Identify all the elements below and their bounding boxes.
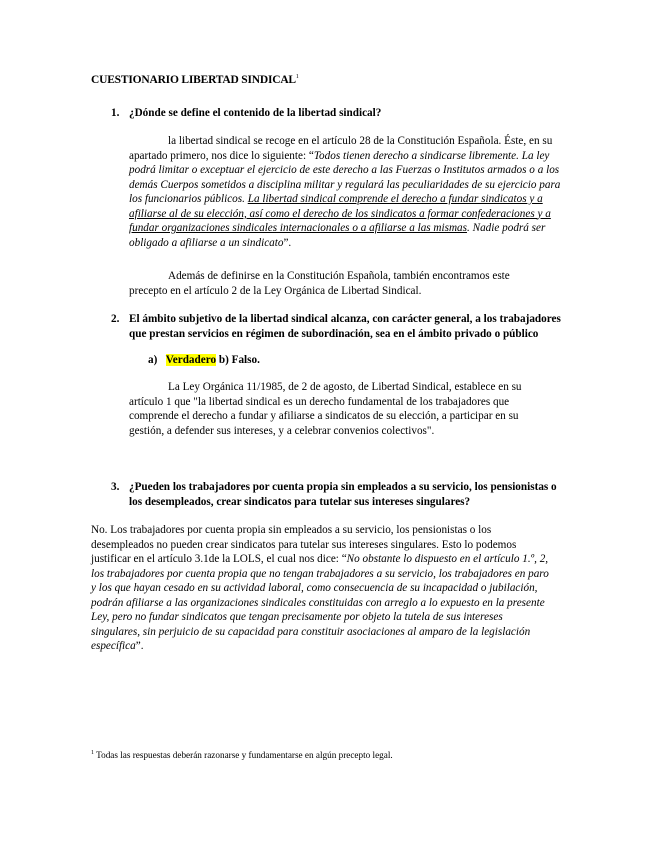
question-1-number: 1. [111, 107, 120, 119]
question-3-text: ¿Pueden los trabajadores por cuenta propia sin empleados a su servicio, los pensionistas o los desempleados, crear sindicatos para tutelar sus intereses singulares? [129, 481, 557, 508]
option-a-highlighted: Verdadero [165, 354, 217, 366]
footnote-mark: 1 [91, 750, 94, 756]
footnote-text: Todas las respuestas deberán razonarse y fundamentarse en algún precepto legal. [94, 750, 393, 761]
answer-3-paragraph: No. Los trabajadores por cuenta propia sin empleados a su servicio, los pensionistas o los desempleados no pueden crear sindicatos para tutelar sus intereses singulares. Esto lo podemos justificar en el artículo 3.1de la LOLS, el cual nos dice: “No obstante lo dispuesto en el artículo 1.º, 2, los trabajadores por cuenta propia que no tengan trabajadores a su servicio, los trabajadores en paro y los que hayan cesado en su actividad laboral, como consecuencia de su incapacidad o jubilación, podrán afiliarse a las organizaciones sindicales constituidas con arreglo a lo expuesto en la presente Ley, pero no fundar sindicatos que tengan precisamente por objeto la tutela de sus intereses singulares, sin perjuicio de su capacidad para constituir asociaciones al amparo de la legislación específica”. [91, 524, 549, 652]
option-b: b) Falso. [216, 354, 260, 366]
question-2-text: El ámbito subjetivo de la libertad sindical alcanza, con carácter general, a los trabajadores que prestan servicios en régimen de subordinación, sea en el ámbito privado o público [129, 313, 561, 340]
answer-1-paragraph: la libertad sindical se recoge en el artículo 28 de la Constitución Española. Éste, en su apartado primero, nos dice lo siguiente: “Todos tienen derecho a sindicarse libremente. La ley podrá limitar o exceptuar el ejercicio de este derecho a las Fuerzas o Institutos armados o a los demás Cuerpos sometidos a disciplina militar y regulará las peculiaridades de su ejercicio para los funcionarios públicos. La libertad sindical comprende el derecho a fundar sindicatos y a afiliarse al de su elección, así como el derecho de los sindicatos a formar confederaciones y a fundar organizaciones sindicales internacionales o a afiliarse a las mismas. Nadie podrá ser obligado a afiliarse a un sindicato”. [129, 135, 561, 249]
option-a-label: a) [148, 354, 158, 366]
answer-1-paragraph-2: Además de definirse en la Constitución Española, también encontramos este precepto en el artículo 2 de la Ley Orgánica de Libertad Sindical. [129, 270, 510, 297]
footnote [91, 750, 393, 760]
question-2-number: 2. [111, 313, 120, 325]
question-2-options [148, 354, 260, 366]
title-footnote-mark: 1 [295, 74, 299, 81]
question-1-text: ¿Dónde se define el contenido de la libertad sindical? [129, 107, 382, 119]
answer-2-paragraph: La Ley Orgánica 11/1985, de 2 de agosto, de Libertad Sindical, establece en su artículo 1 que "la libertad sindical es un derecho fundamental de los trabajadores que comprende el derecho a fundar y afiliarse a sindicatos de su elección, a participar en su gestión, a defender sus intereses, y a celebrar convenios colectivos". [129, 381, 522, 437]
document-title: CUESTIONARIO LIBERTAD SINDICAL$^1$ [91, 74, 299, 86]
question-3-number: 3. [111, 481, 120, 493]
